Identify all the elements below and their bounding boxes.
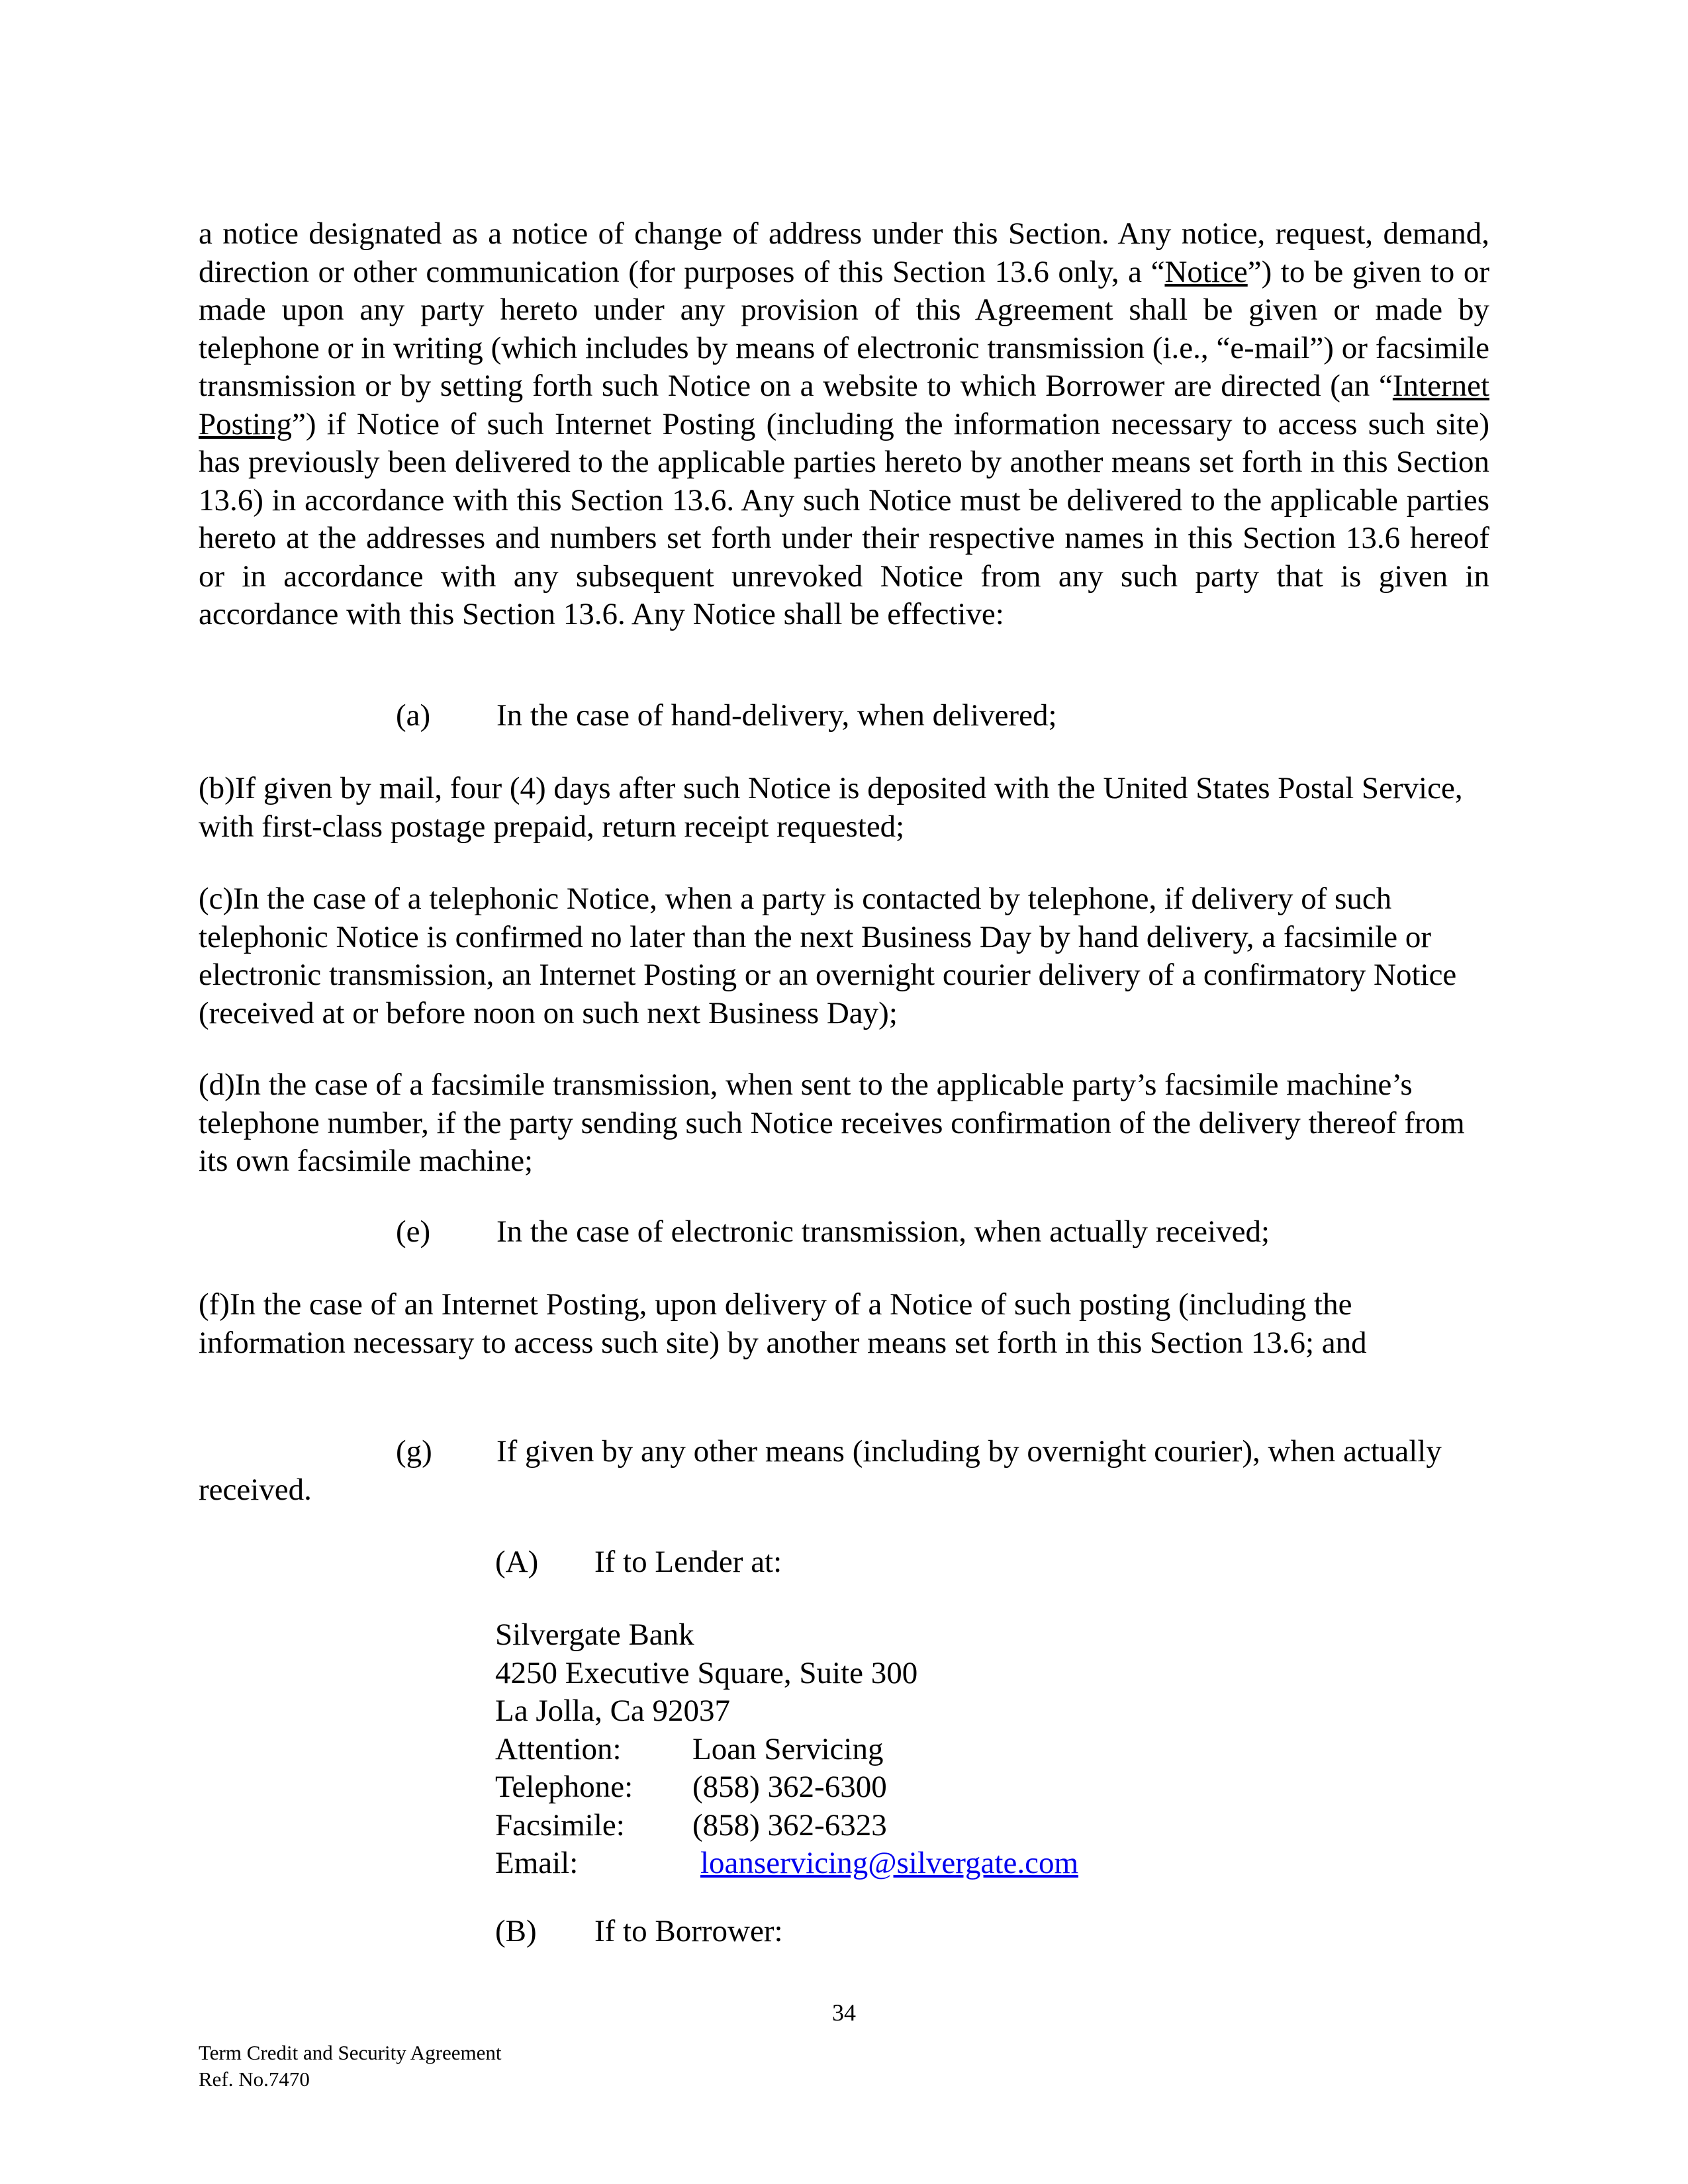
list-marker: (e) xyxy=(396,1214,431,1249)
attention-value: Loan Servicing xyxy=(692,1731,884,1766)
list-marker: (g) xyxy=(396,1434,432,1469)
list-item-text: In the case of hand-delivery, when delivered; xyxy=(496,698,1057,733)
facsimile-label: Facsimile: xyxy=(495,1807,625,1843)
list-marker: (d) xyxy=(199,1068,235,1102)
intro-text-2: ”) to be given to or made upon any party hereto under any provision of this Agreement shall be given or made by telephone or in writing (which includes by means of electronic transmission (i.e., “e-mail”) or facsimile transmission or by setting forth such Notice on a website to which Borrower are directed (an “ xyxy=(199,254,1490,403)
intro-text-3: ”) if Notice of such Internet Posting (including the information necessary to access such site) has previously been delivered to the applicable parties hereto by another means set forth in this Section 13.6) in accordance with this Section 13.6. Any such Notice must be delivered to the applicable parties hereto at the addresses and numbers set forth under their respective names in this Section 13.6 hereof or in accordance with any subsequent unrevoked Notice from any such party that is given in accordance with this Section 13.6. Any Notice shall be effective: xyxy=(199,406,1489,631)
attention-label: Attention: xyxy=(495,1731,622,1766)
lender-city: La Jolla, Ca 92037 xyxy=(495,1694,731,1728)
email-label: Email: xyxy=(495,1846,579,1880)
document-footer xyxy=(199,2040,502,2093)
lender-heading xyxy=(495,1543,782,1582)
sub-heading-text: If to Lender at: xyxy=(594,1545,782,1579)
list-marker: (c) xyxy=(199,882,234,916)
list-item-text: In the case of electronic transmission, when actually received; xyxy=(496,1214,1270,1249)
telephone-row xyxy=(495,1768,1078,1807)
borrower-heading xyxy=(495,1913,783,1951)
page-number: 34 xyxy=(832,1999,856,2026)
footer-reference: Ref. No.7470 xyxy=(199,2068,310,2091)
list-item-b xyxy=(199,770,1489,846)
list-item-d xyxy=(199,1066,1489,1181)
telephone-value: (858) 362-6300 xyxy=(692,1770,887,1804)
intro-paragraph xyxy=(199,215,1489,634)
list-marker: (b) xyxy=(199,771,235,805)
list-marker: (a) xyxy=(396,698,431,733)
attention-row xyxy=(495,1731,1078,1769)
lender-name: Silvergate Bank xyxy=(495,1617,694,1652)
list-marker: (f) xyxy=(199,1287,230,1322)
sub-marker: (A) xyxy=(495,1545,539,1579)
list-item-f xyxy=(199,1286,1489,1362)
facsimile-row xyxy=(495,1807,1078,1845)
facsimile-value: (858) 362-6323 xyxy=(692,1807,887,1843)
defined-term-notice: Notice xyxy=(1164,254,1248,289)
list-item-continuation: received. xyxy=(199,1472,312,1507)
telephone-label: Telephone: xyxy=(495,1770,633,1804)
list-item-text: In the case of a facsimile transmission, when sent to the applicable party’s facsimile machine’s telephone number, if the party sending such Notice receives confirmation of the delivery thereof from its own facsimile machine; xyxy=(199,1068,1465,1178)
intro-text-1: a notice designated as a notice of change of address under this Section. Any notice, request, demand, direction or other communication (for purposes of this Section 13.6 only, a “ xyxy=(199,216,1489,289)
email-link[interactable]: loanservicing@silvergate.com xyxy=(700,1846,1078,1880)
list-item-text: In the case of a telephonic Notice, when a party is contacted by telephone, if delivery of such telephonic Notice is confirmed no later than the next Business Day by hand delivery, a facsimile or electronic transmission, an Internet Posting or an overnight courier delivery of a confirmatory Notice (received at or before noon on such next Business Day); xyxy=(199,882,1457,1030)
list-item-text: If given by any other means (including by overnight courier), when actually xyxy=(496,1434,1442,1469)
email-row xyxy=(495,1844,1078,1883)
list-item-text: If given by mail, four (4) days after such Notice is deposited with the United States Postal Service, with first-class postage prepaid, return receipt requested; xyxy=(199,771,1463,844)
lender-address-block xyxy=(495,1616,1078,1883)
sub-marker: (B) xyxy=(495,1914,537,1948)
lender-street: 4250 Executive Square, Suite 300 xyxy=(495,1655,918,1690)
list-item-text: In the case of an Internet Posting, upon delivery of a Notice of such posting (including the information necessary to access such site) by another means set forth in this Section 13.6; and xyxy=(199,1287,1367,1360)
list-item-c xyxy=(199,880,1489,1032)
defined-term-internet-posting: Internet Posting xyxy=(199,369,1489,441)
sub-heading-text: If to Borrower: xyxy=(594,1914,783,1948)
footer-title: Term Credit and Security Agreement xyxy=(199,2041,502,2064)
